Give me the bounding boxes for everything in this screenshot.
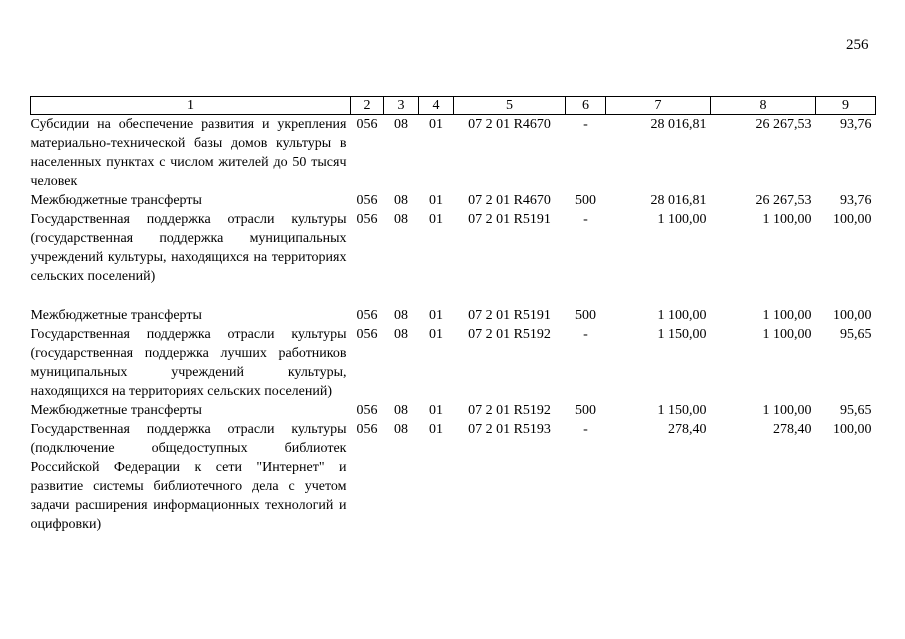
cell-planned: 28 016,81 — [650, 193, 707, 208]
row-name: Субсидии на обеспечение развития и укрепления материально-технической базы домов культуры в населенных пунктах с числом жителей до 50 тысяч человек — [30, 117, 347, 189]
cell-section: 08 — [394, 308, 408, 323]
cell-ministry-code: 056 — [356, 422, 378, 437]
cell-actual: 278,40 — [773, 422, 812, 437]
header-cell: 8 — [711, 97, 816, 115]
table-row — [31, 115, 876, 192]
cell-ministry-code: 056 — [356, 327, 378, 342]
cell-actual: 1 100,00 — [762, 403, 812, 418]
cell-target-article: 07 2 01 R4670 — [468, 193, 551, 208]
header-cell: 1 — [31, 97, 351, 115]
cell-expense-type: - — [583, 327, 588, 342]
header-cell: 2 — [351, 97, 384, 115]
row-name: Межбюджетные трансферты — [30, 193, 202, 208]
cell-actual: 26 267,53 — [755, 193, 812, 208]
cell-ministry-code: 056 — [356, 308, 378, 323]
cell-subsection: 01 — [429, 422, 443, 437]
row-name: Государственная поддержка отрасли культуры (подключение общедоступных библиотек Российской Федерации к сети "Интернет" и развитие системы библиотечного дела с учетом задачи расширения информационных технологий и оцифровки) — [30, 422, 347, 532]
cell-target-article: 07 2 01 R5193 — [468, 422, 551, 437]
table-row — [31, 191, 876, 210]
cell-section: 08 — [394, 327, 408, 342]
budget-table — [30, 96, 876, 534]
cell-percent: 93,76 — [840, 193, 872, 208]
cell-section: 08 — [394, 212, 408, 227]
row-name: Межбюджетные трансферты — [30, 308, 202, 323]
cell-subsection: 01 — [429, 403, 443, 418]
cell-expense-type: - — [583, 212, 588, 227]
cell-subsection: 01 — [429, 212, 443, 227]
table-row — [31, 306, 876, 325]
cell-target-article: 07 2 01 R5192 — [468, 327, 551, 342]
cell-actual: 26 267,53 — [755, 117, 812, 132]
header-cell: 5 — [454, 97, 566, 115]
cell-planned: 1 150,00 — [657, 403, 707, 418]
header-row — [31, 97, 876, 115]
cell-planned: 1 150,00 — [657, 327, 707, 342]
cell-section: 08 — [394, 403, 408, 418]
cell-expense-type: 500 — [575, 308, 596, 323]
cell-subsection: 01 — [429, 327, 443, 342]
cell-percent: 100,00 — [833, 308, 872, 323]
cell-expense-type: - — [583, 422, 588, 437]
cell-ministry-code: 056 — [356, 403, 378, 418]
header-cell: 3 — [384, 97, 419, 115]
cell-planned: 1 100,00 — [657, 212, 707, 227]
header-cell: 7 — [606, 97, 711, 115]
cell-ministry-code: 056 — [356, 117, 378, 132]
cell-target-article: 07 2 01 R5191 — [468, 212, 551, 227]
cell-section: 08 — [394, 422, 408, 437]
header-cell: 6 — [566, 97, 606, 115]
cell-actual: 1 100,00 — [762, 212, 812, 227]
page-number: 256 — [846, 37, 869, 53]
table-row — [31, 210, 876, 286]
cell-planned: 1 100,00 — [657, 308, 707, 323]
cell-target-article: 07 2 01 R4670 — [468, 117, 551, 132]
cell-expense-type: 500 — [575, 193, 596, 208]
cell-expense-type: - — [583, 117, 588, 132]
cell-ministry-code: 056 — [356, 193, 378, 208]
cell-planned: 278,40 — [668, 422, 707, 437]
table-row — [31, 325, 876, 401]
header-cell: 4 — [419, 97, 454, 115]
cell-subsection: 01 — [429, 308, 443, 323]
cell-expense-type: 500 — [575, 403, 596, 418]
cell-subsection: 01 — [429, 193, 443, 208]
table-row — [31, 401, 876, 420]
row-name: Государственная поддержка отрасли культуры (государственная поддержка муниципальных учреждений культуры, находящихся на территориях сельских поселений) — [30, 212, 347, 284]
cell-percent: 100,00 — [833, 422, 872, 437]
table-row — [31, 420, 876, 534]
cell-ministry-code: 056 — [356, 212, 378, 227]
cell-actual: 1 100,00 — [762, 327, 812, 342]
cell-percent: 100,00 — [833, 212, 872, 227]
row-name: Межбюджетные трансферты — [30, 403, 202, 418]
row-name: Государственная поддержка отрасли культуры (государственная поддержка лучших работников муниципальных учреждений культуры, находящихся на территориях сельских поселений) — [30, 327, 347, 399]
cell-percent: 95,65 — [840, 403, 872, 418]
cell-target-article: 07 2 01 R5192 — [468, 403, 551, 418]
cell-planned: 28 016,81 — [650, 117, 707, 132]
cell-target-article: 07 2 01 R5191 — [468, 308, 551, 323]
cell-actual: 1 100,00 — [762, 308, 812, 323]
cell-percent: 93,76 — [840, 117, 872, 132]
cell-subsection: 01 — [429, 117, 443, 132]
cell-percent: 95,65 — [840, 327, 872, 342]
row-spacer — [31, 286, 876, 306]
cell-section: 08 — [394, 117, 408, 132]
cell-section: 08 — [394, 193, 408, 208]
header-cell: 9 — [816, 97, 876, 115]
